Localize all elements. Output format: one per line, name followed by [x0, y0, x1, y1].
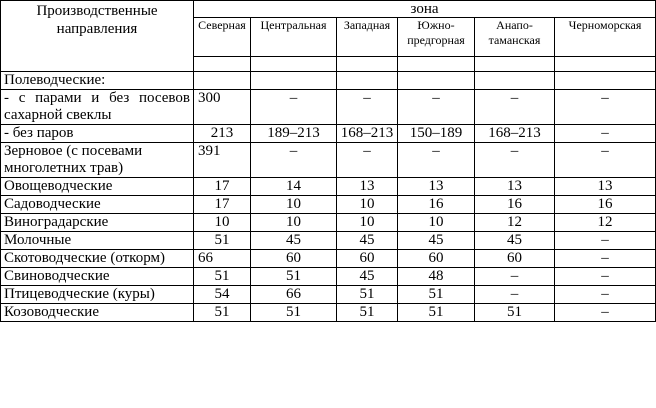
zone-label: Западная	[343, 18, 391, 32]
cell-value: 150–189	[398, 125, 475, 143]
row-label: Молочные	[1, 232, 194, 250]
cell-value: –	[475, 268, 555, 286]
row-label: Зерновое (с посевами многолетних трав)	[1, 143, 194, 178]
cell-value: 12	[555, 214, 656, 232]
cell-value: 16	[398, 196, 475, 214]
row-label: Виноградарские	[1, 214, 194, 232]
table-row	[1, 250, 656, 268]
cell-value: 213	[194, 125, 251, 143]
cell-value	[398, 72, 475, 90]
row-label: Птицеводческие (куры)	[1, 286, 194, 304]
zone-chernomorskaya	[555, 18, 656, 57]
cell-value: 300	[194, 90, 251, 125]
cell-value: –	[337, 143, 398, 178]
cell-value: 13	[398, 178, 475, 196]
cell-value	[251, 72, 337, 90]
cell-value: 17	[194, 178, 251, 196]
cell-value: 189–213	[251, 125, 337, 143]
cell-value: –	[251, 143, 337, 178]
cell-value: 60	[398, 250, 475, 268]
cell-value: 51	[194, 304, 251, 322]
cell-value: –	[555, 268, 656, 286]
zone-header-label: зона	[410, 1, 439, 17]
cell-value: 16	[555, 196, 656, 214]
cell-value: 51	[475, 304, 555, 322]
zone-zapadnaya	[337, 18, 398, 57]
row-label: Овощеводческие	[1, 178, 194, 196]
zone-label: Северная	[198, 18, 246, 32]
cell-value	[555, 72, 656, 90]
cell-value: –	[475, 143, 555, 178]
cell-value: 51	[194, 268, 251, 286]
cell-value: 45	[475, 232, 555, 250]
row-label: - с парами и без посевов сахарной свеклы	[1, 90, 194, 125]
cell-value: 10	[398, 214, 475, 232]
cell-value: 45	[337, 268, 398, 286]
cell-value: 51	[251, 268, 337, 286]
cell-value	[475, 72, 555, 90]
cell-value	[337, 72, 398, 90]
zone-label: Центральная	[260, 18, 327, 32]
cell-value: 168–213	[475, 125, 555, 143]
zone-header	[194, 1, 656, 18]
cell-value: 17	[194, 196, 251, 214]
cell-value: 54	[194, 286, 251, 304]
cell-value: –	[475, 286, 555, 304]
row-label: Свиноводческие	[1, 268, 194, 286]
cell-value	[194, 72, 251, 90]
table-row	[1, 196, 656, 214]
cell-value: 10	[337, 214, 398, 232]
table-row	[1, 304, 656, 322]
row-label: - без паров	[1, 125, 194, 143]
cell-value: 51	[398, 286, 475, 304]
cell-value: 13	[555, 178, 656, 196]
cell-value: –	[555, 125, 656, 143]
cell-value: 51	[251, 304, 337, 322]
cell-value: 51	[337, 304, 398, 322]
table-row	[1, 286, 656, 304]
zone-label: Южно- предгорная	[407, 18, 465, 47]
cell-value: –	[555, 250, 656, 268]
table-row	[1, 72, 656, 90]
cell-value: –	[475, 90, 555, 125]
cell-value: 51	[337, 286, 398, 304]
cell-value: –	[251, 90, 337, 125]
zone-anapo-tamanskaya	[475, 18, 555, 57]
cell-value: 60	[475, 250, 555, 268]
cell-value: –	[555, 286, 656, 304]
cell-value: –	[555, 90, 656, 125]
row-label: Садоводческие	[1, 196, 194, 214]
table-row	[1, 143, 656, 178]
zone-centralnaya	[251, 18, 337, 57]
cell-value: –	[337, 90, 398, 125]
cell-value: 10	[194, 214, 251, 232]
cell-value: 168–213	[337, 125, 398, 143]
cell-value: –	[555, 304, 656, 322]
zone-label: Черноморская	[568, 18, 642, 32]
zone-label: Анапо- таманская	[488, 18, 541, 47]
cell-value: 16	[475, 196, 555, 214]
cell-value: 51	[398, 304, 475, 322]
cell-value: 60	[337, 250, 398, 268]
cell-value: 45	[398, 232, 475, 250]
cell-value: 51	[194, 232, 251, 250]
cell-value: –	[398, 143, 475, 178]
cell-value: 45	[251, 232, 337, 250]
table-row	[1, 268, 656, 286]
table-row	[1, 90, 656, 125]
cell-value: 66	[194, 250, 251, 268]
cell-value: 10	[251, 214, 337, 232]
zone-yuzhno-predgornaya	[398, 18, 475, 57]
directions-header-label: Производственные направления	[36, 3, 158, 37]
cell-value: –	[555, 232, 656, 250]
cell-value: 66	[251, 286, 337, 304]
table-row	[1, 232, 656, 250]
cell-value: 391	[194, 143, 251, 178]
cell-value: –	[555, 143, 656, 178]
cell-value: 48	[398, 268, 475, 286]
row-label: Полеводческие:	[1, 72, 194, 90]
table-row	[1, 214, 656, 232]
row-label: Скотоводческие (откорм)	[1, 250, 194, 268]
row-label: Козоводческие	[1, 304, 194, 322]
cell-value: 13	[475, 178, 555, 196]
zone-severnaya	[194, 18, 251, 57]
cell-value: 13	[337, 178, 398, 196]
table-body	[1, 72, 656, 322]
table-row	[1, 178, 656, 196]
cell-value: –	[398, 90, 475, 125]
cell-value: 10	[337, 196, 398, 214]
directions-header	[1, 1, 194, 72]
table-row	[1, 125, 656, 143]
cell-value: 10	[251, 196, 337, 214]
cell-value: 12	[475, 214, 555, 232]
cell-value: 45	[337, 232, 398, 250]
cell-value: 60	[251, 250, 337, 268]
cell-value: 14	[251, 178, 337, 196]
